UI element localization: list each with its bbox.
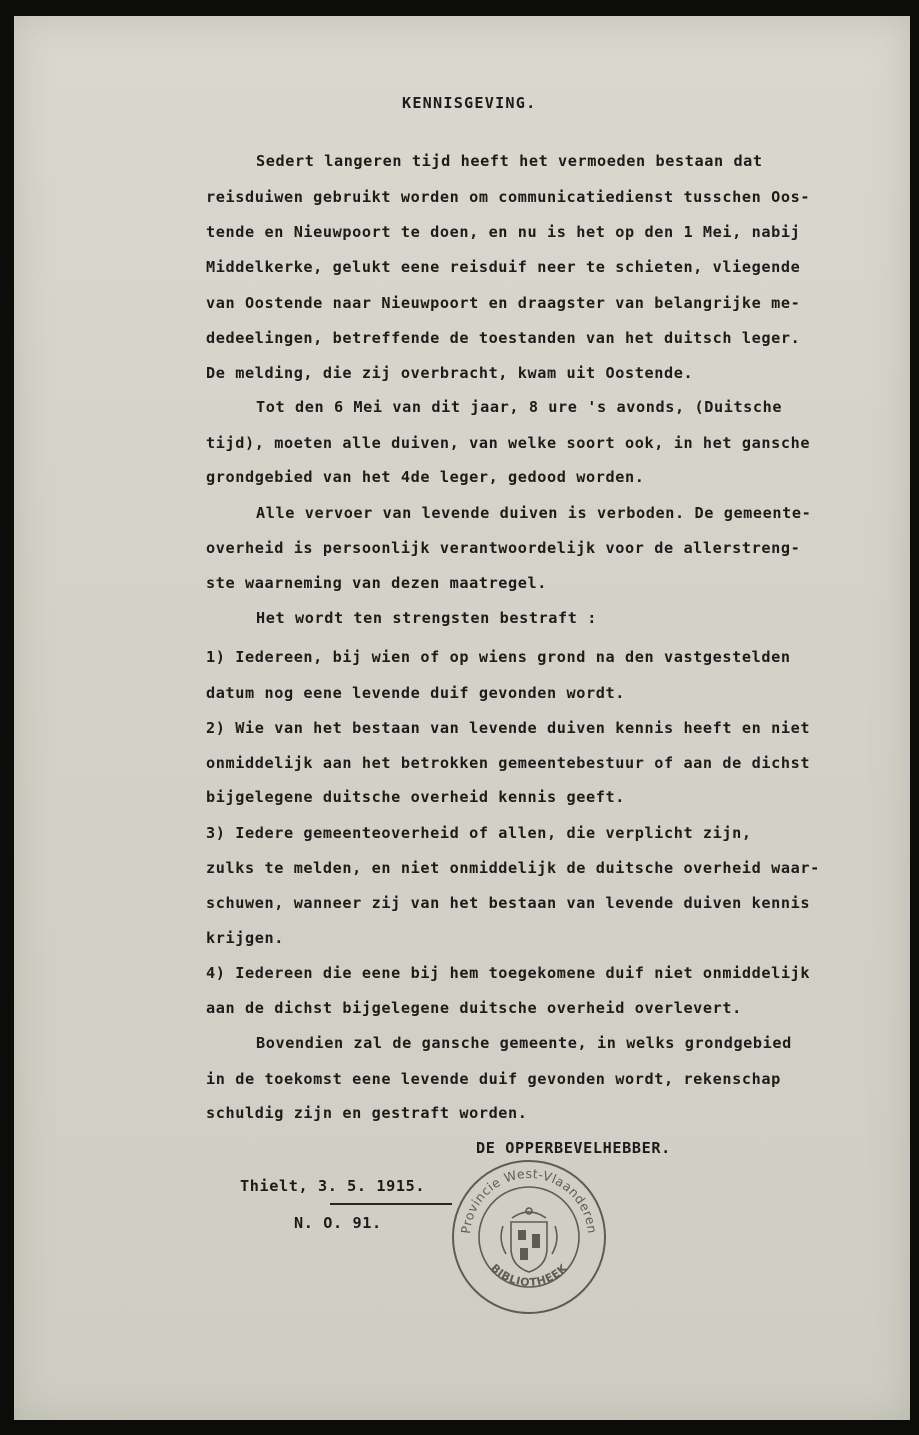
document-title: KENNISGEVING. [402,94,537,112]
library-stamp [448,1156,610,1318]
svg-text:Provincie West-Vlaanderen [458,1166,600,1235]
list-item-line: 2) Wie van het bestaan van levende duiven kennis heeft en niet [206,719,811,737]
stamp-top-text: Provincie West-Vlaanderen [458,1165,600,1235]
body-line: Bovendien zal de gansche gemeente, in welks grondgebied [256,1034,792,1052]
coat-of-arms-icon [501,1208,557,1272]
reference-number: N. O. 91. [294,1214,382,1232]
list-item-line: onmiddelijk aan het betrokken gemeentebestuur of aan de dichst [206,754,811,772]
body-line: Het wordt ten strengsten bestraft : [256,609,598,627]
svg-text:BIBLIOTHEEK [488,1261,570,1289]
list-item-line: bijgelegene duitsche overheid kennis geeft. [206,788,625,806]
body-line: grondgebied van het 4de leger, gedood worden. [206,468,645,486]
body-line: tijd), moeten alle duiven, van welke soort ook, in het gansche [206,434,811,452]
list-item-line: 1) Iedereen, bij wien of op wiens grond na den vastgestelden [206,648,791,666]
body-line: Middelkerke, gelukt eene reisduif neer te schieten, vliegende [206,258,801,276]
body-line: tende en Nieuwpoort te doen, en nu is het op den 1 Mei, nabij [206,223,801,241]
stamp-bottom-text: BIBLIOTHEEK [488,1261,570,1290]
body-line: van Oostende naar Nieuwpoort en draagster van belangrijke me- [206,294,801,312]
body-line: Sedert langeren tijd heeft het vermoeden bestaan dat [256,152,763,170]
body-line: schuldig zijn en gestraft worden. [206,1104,528,1122]
place-date: Thielt, 3. 5. 1915. [240,1177,426,1195]
list-item-line: schuwen, wanneer zij van het bestaan van levende duiven kennis [206,894,811,912]
list-item-line: aan de dichst bijgelegene duitsche overheid overlevert. [206,999,742,1017]
date-underline [330,1203,452,1205]
body-line: Tot den 6 Mei van dit jaar, 8 ure 's avonds, (Duitsche [256,398,783,416]
body-line: ste waarneming van dezen maatregel. [206,574,548,592]
list-item-line: datum nog eene levende duif gevonden wordt. [206,684,625,702]
signature: DE OPPERBEVELHEBBER. [476,1139,671,1157]
body-line: Alle vervoer van levende duiven is verboden. De gemeente- [256,504,812,522]
body-line: overheid is persoonlijk verantwoordelijk voor de allerstreng- [206,539,801,557]
body-line: reisduiwen gebruikt worden om communicatiedienst tusschen Oos- [206,188,811,206]
list-item-line: krijgen. [206,929,284,947]
list-item-line: 4) Iedereen die eene bij hem toegekomene duif niet onmiddelijk [206,964,811,982]
body-line: De melding, die zij overbracht, kwam uit Oostende. [206,364,694,382]
document-sheet [14,16,910,1420]
list-item-line: zulks te melden, en niet onmiddelijk de duitsche overheid waar- [206,859,820,877]
body-line: in de toekomst eene levende duif gevonden wordt, rekenschap [206,1070,781,1088]
body-line: dedeelingen, betreffende de toestanden van het duitsch leger. [206,329,801,347]
list-item-line: 3) Iedere gemeenteoverheid of allen, die verplicht zijn, [206,824,752,842]
